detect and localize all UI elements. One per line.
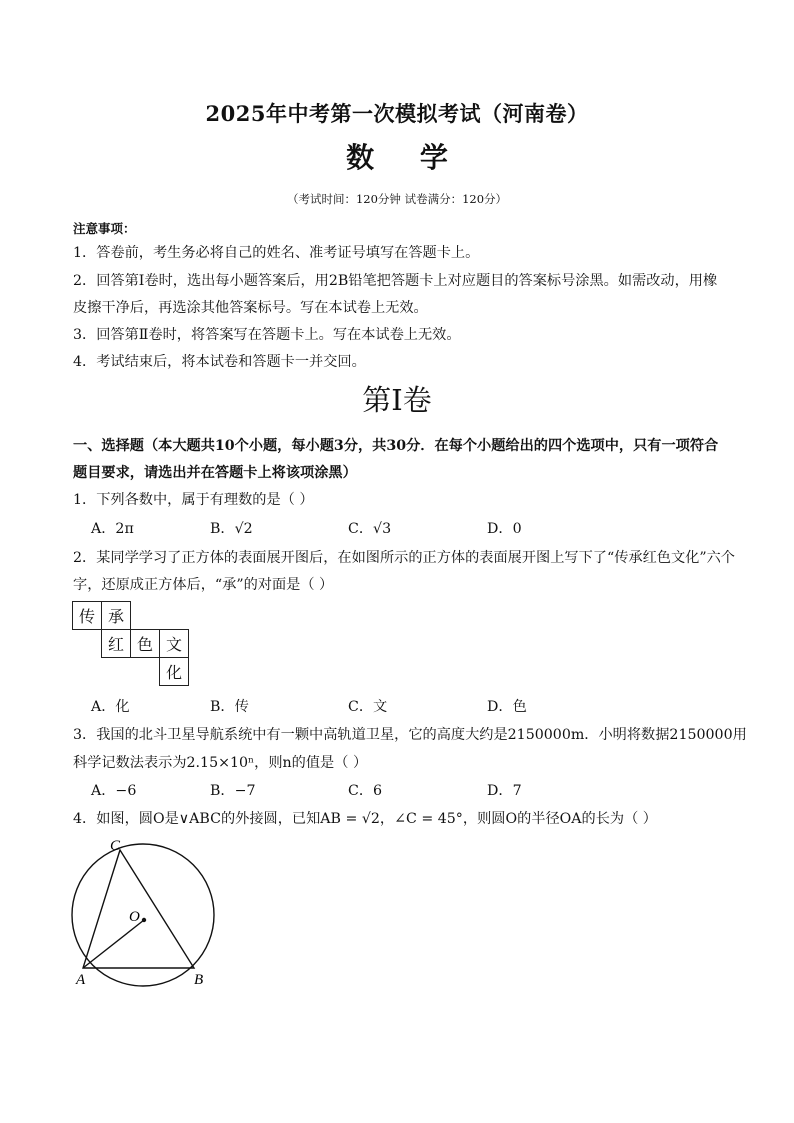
circumcircle-figure xyxy=(70,832,230,992)
cube-net-figure xyxy=(72,601,189,686)
note-item-continued: 皮擦干净后，再选涂其他答案标号。写在本试卷上无效。 xyxy=(73,300,428,316)
question-4-stem: 4．如图，圆O是∨ABC的外接圆，已知AB = √2，∠C = 45°，则圆O的半径OA的长为（ ） xyxy=(73,811,657,827)
net-cell: 化 xyxy=(160,658,189,686)
label-o: O xyxy=(129,909,140,925)
net-cell: 色 xyxy=(131,630,160,658)
radius-oa xyxy=(83,920,144,968)
label-c: C xyxy=(110,838,121,854)
question-1-stem: 1．下列各数中，属于有理数的是（ ） xyxy=(73,492,314,508)
q1-option-b: B．√2 xyxy=(210,521,253,537)
note-item: 3．回答第Ⅱ卷时，将答案写在答题卡上。写在本试卷上无效。 xyxy=(73,327,461,343)
q3-option-c: C．6 xyxy=(348,783,383,799)
q3-option-a: A．−6 xyxy=(91,783,137,799)
center-point-o xyxy=(142,918,146,922)
net-cell: 红 xyxy=(102,630,131,658)
question-3-stem: 3．我国的北斗卫星导航系统中有一颗中高轨道卫星，它的高度大约是2150000m．小明将数据2150000用 xyxy=(73,727,747,743)
q3-option-d: D．7 xyxy=(487,783,522,799)
q1-option-d: D．0 xyxy=(487,521,522,537)
label-b: B xyxy=(194,972,204,988)
net-cell: 文 xyxy=(160,630,189,658)
section-intro: 一、选择题（本大题共10个小题，每小题3分，共30分．在每个小题给出的四个选项中，只有一项符合 xyxy=(73,438,719,454)
subject-title: 数 学 xyxy=(346,141,466,174)
net-cell: 传 xyxy=(73,602,102,630)
question-2-stem: 2．某同学学习了正方体的表面展开图后，在如图所示的正方体的表面展开图上写下了“传承红色文化”六个 xyxy=(73,550,735,566)
q2-option-a: A．化 xyxy=(91,699,130,715)
section-title: 第Ⅰ卷 xyxy=(362,383,432,417)
section-intro-continued: 题目要求，请选出并在答题卡上将该项涂黑） xyxy=(73,465,357,481)
q2-option-b: B．传 xyxy=(210,699,249,715)
q3-option-b: B．−7 xyxy=(210,783,256,799)
note-item: 4．考试结束后，将本试卷和答题卡一并交回。 xyxy=(73,354,366,370)
exam-info: （考试时间：120分钟 试卷满分：120分） xyxy=(286,192,508,206)
q1-option-c: C．√3 xyxy=(348,521,392,537)
exam-title: 2025年中考第一次模拟考试（河南卷） xyxy=(205,101,589,126)
q2-option-c: C．文 xyxy=(348,699,388,715)
label-a: A xyxy=(76,972,86,988)
note-item: 1．答卷前，考生务必将自己的姓名、准考证号填写在答题卡上。 xyxy=(73,245,480,261)
question-3-stem-continued: 科学记数法表示为2.15×10ⁿ，则n的值是（ ） xyxy=(73,755,368,771)
q2-option-d: D．色 xyxy=(487,699,527,715)
note-item: 2．回答第Ⅰ卷时，选出每小题答案后，用2B铅笔把答题卡上对应题目的答案标号涂黑。如需改动，用橡 xyxy=(73,273,718,289)
q1-option-a: A．2π xyxy=(91,521,134,537)
notes-heading: 注意事项： xyxy=(73,221,136,236)
question-2-stem-continued: 字，还原成正方体后，“承”的对面是（ ） xyxy=(73,577,334,593)
net-cell: 承 xyxy=(102,602,131,630)
